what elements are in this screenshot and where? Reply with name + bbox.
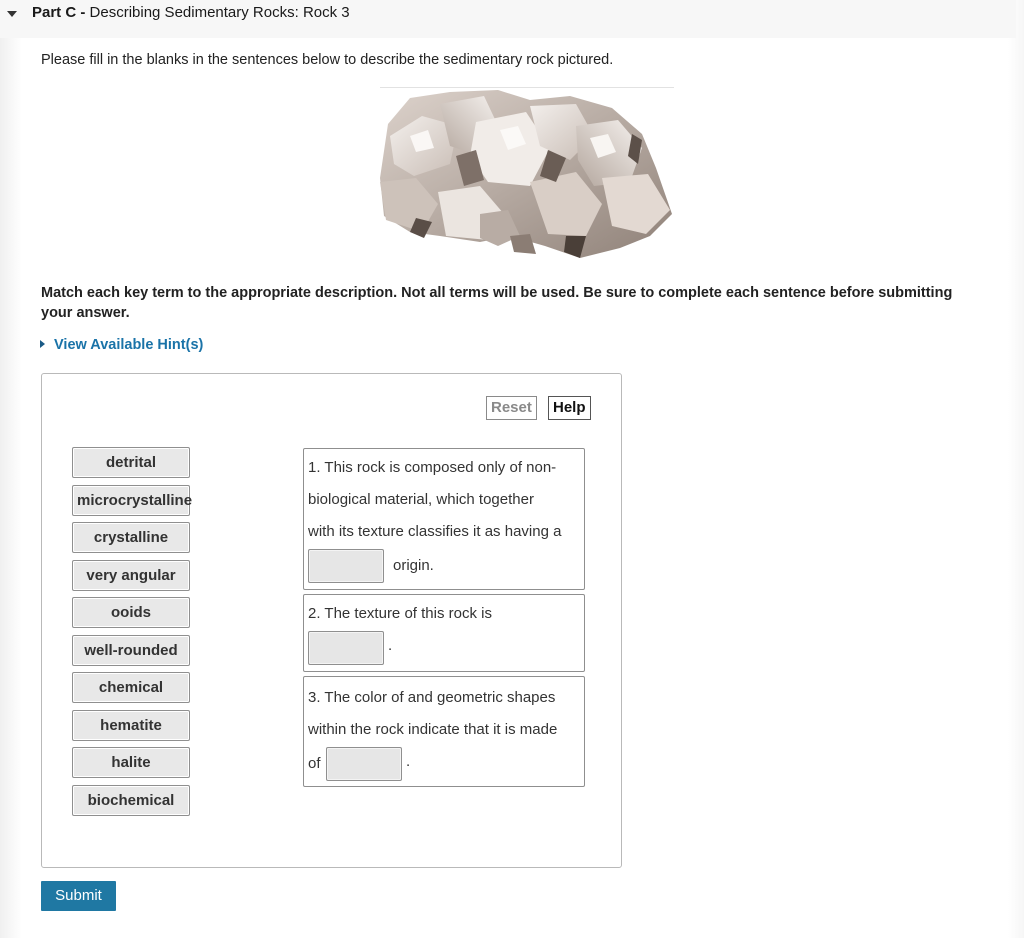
sentence-1-line-2: biological material, which together xyxy=(308,491,534,508)
help-button[interactable]: Help xyxy=(548,396,591,420)
sentence-1-after-blank: origin. xyxy=(393,557,434,574)
sentence-2-after-blank: . xyxy=(388,637,393,654)
term-well-rounded[interactable]: well-rounded xyxy=(72,635,190,666)
reset-button[interactable]: Reset xyxy=(486,396,537,420)
sentence-2-line-1: 2. The texture of this rock is xyxy=(308,605,492,622)
sentence-3-drop-target[interactable] xyxy=(326,747,402,781)
instructions-text: Please fill in the blanks in the sentences below to describe the sedimentary rock pictured. xyxy=(41,52,614,68)
sentence-3 xyxy=(303,676,585,787)
submit-button[interactable]: Submit xyxy=(41,881,116,911)
caret-down-icon[interactable] xyxy=(7,11,17,17)
term-detrital[interactable]: detrital xyxy=(72,447,190,478)
image-top-border xyxy=(380,87,674,88)
term-biochemical[interactable]: biochemical xyxy=(72,785,190,816)
view-hints-link[interactable] xyxy=(40,337,203,353)
matching-workspace xyxy=(41,373,622,868)
term-ooids[interactable]: ooids xyxy=(72,597,190,628)
rock-photo-icon xyxy=(380,86,676,264)
term-chemical[interactable]: chemical xyxy=(72,672,190,703)
sentence-1-line-1: 1. This rock is composed only of non- xyxy=(308,459,557,476)
expand-triangle-icon xyxy=(40,340,45,348)
sentence-3-line-2: within the rock indicate that it is made xyxy=(308,721,558,738)
part-title-text: Describing Sedimentary Rocks: Rock 3 xyxy=(89,4,350,21)
rock-image xyxy=(380,86,676,264)
sentence-2 xyxy=(303,594,585,672)
sentence-1-line-3: with its texture classifies it as having a xyxy=(308,523,562,540)
term-microcrystalline[interactable]: microcrystalline xyxy=(72,485,190,516)
term-very-angular[interactable]: very angular xyxy=(72,560,190,591)
term-crystalline[interactable]: crystalline xyxy=(72,522,190,553)
part-label: Part C xyxy=(32,4,77,21)
part-title xyxy=(32,4,350,21)
match-instructions: Match each key term to the appropriate description. Not all terms will be used. Be sure to complete each sentence before submitting your answer. xyxy=(41,285,953,321)
sentence-3-after-blank: . xyxy=(406,753,411,770)
term-hematite[interactable]: hematite xyxy=(72,710,190,741)
term-halite[interactable]: halite xyxy=(72,747,190,778)
part-header[interactable] xyxy=(0,0,1016,38)
sentence-2-drop-target[interactable] xyxy=(308,631,384,665)
view-hints-label: View Available Hint(s) xyxy=(54,337,204,353)
sentence-1 xyxy=(303,448,585,590)
sentence-1-drop-target[interactable] xyxy=(308,549,384,583)
part-separator: - xyxy=(76,4,90,21)
sentence-3-before-blank: of xyxy=(308,755,321,772)
sentence-3-line-1: 3. The color of and geometric shapes xyxy=(308,689,556,706)
